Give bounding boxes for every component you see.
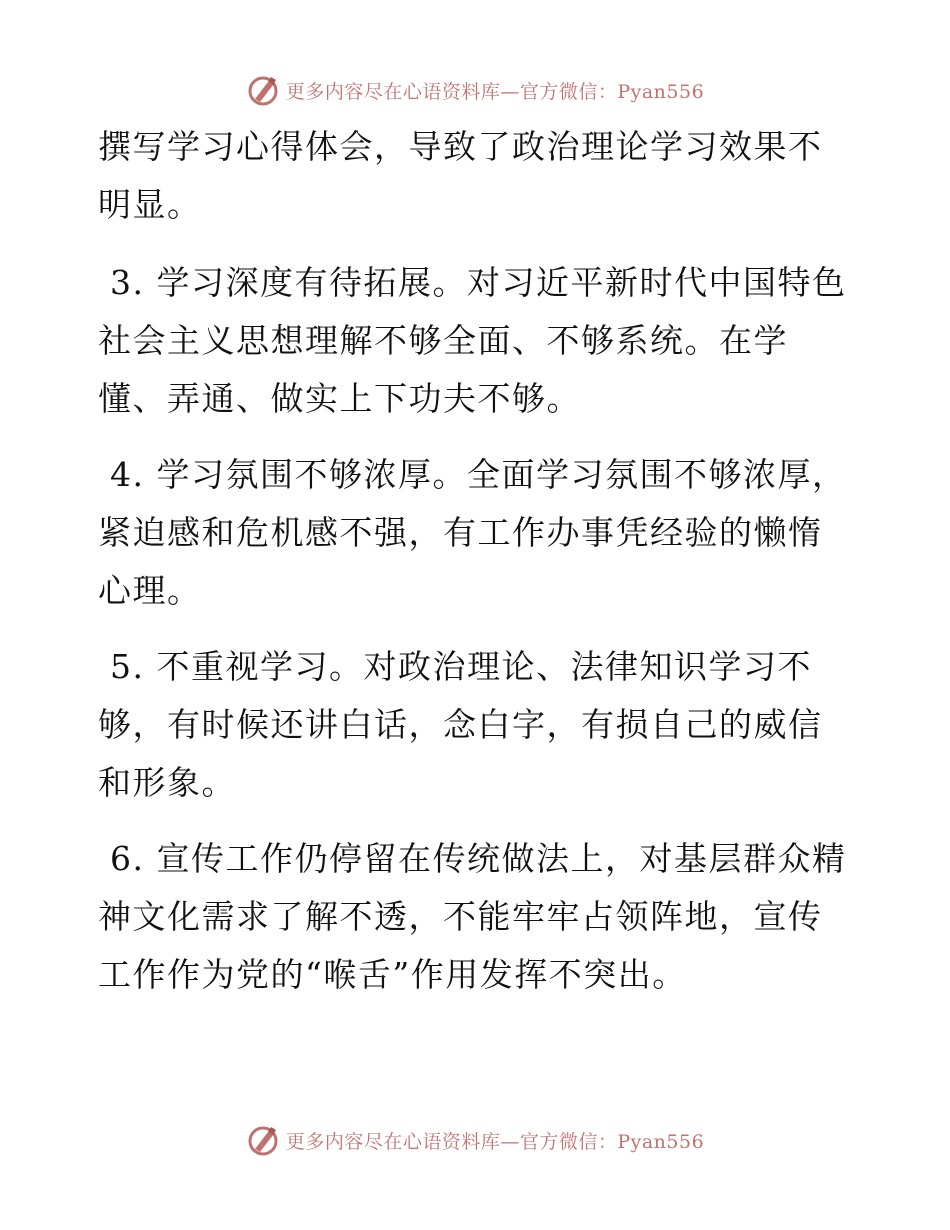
document-body: [98, 118, 850, 1022]
paragraph-continuation: 撰写学习心得体会，导致了政治理论学习效果不明显。: [98, 127, 823, 224]
footer-watermark: [0, 1120, 950, 1160]
paragraph-item-3: 3. 学习深度有待拓展。对习近平新时代中国特色社会主义思想理解不够全面、不够系统。在学懂、弄通、做实上下功夫不够。: [98, 263, 847, 418]
pen-circle-logo-icon: [246, 1123, 280, 1157]
paragraph-item-6: 6. 宣传工作仍停留在传统做法上，对基层群众精神文化需求了解不透，不能牢牢占领阵地，宣传工作作为党的“喉舌”作用发挥不突出。: [98, 839, 847, 994]
footer-watermark-text: 更多内容尽在心语资料库—官方微信：Pyan556: [285, 1130, 705, 1153]
paragraph-item-5: 5. 不重视学习。对政治理论、法律知识学习不够，有时候还讲白话，念白字，有损自己的威信和形象。: [98, 647, 823, 802]
header-watermark: [0, 70, 950, 110]
header-watermark-text: 更多内容尽在心语资料库—官方微信：Pyan556: [285, 80, 705, 103]
paragraph-item-4: 4. 学习氛围不够浓厚。全面学习氛围不够浓厚，紧迫感和危机感不强，有工作办事凭经验的懒惰心理。: [98, 455, 847, 610]
pen-circle-logo-icon: [246, 73, 280, 107]
